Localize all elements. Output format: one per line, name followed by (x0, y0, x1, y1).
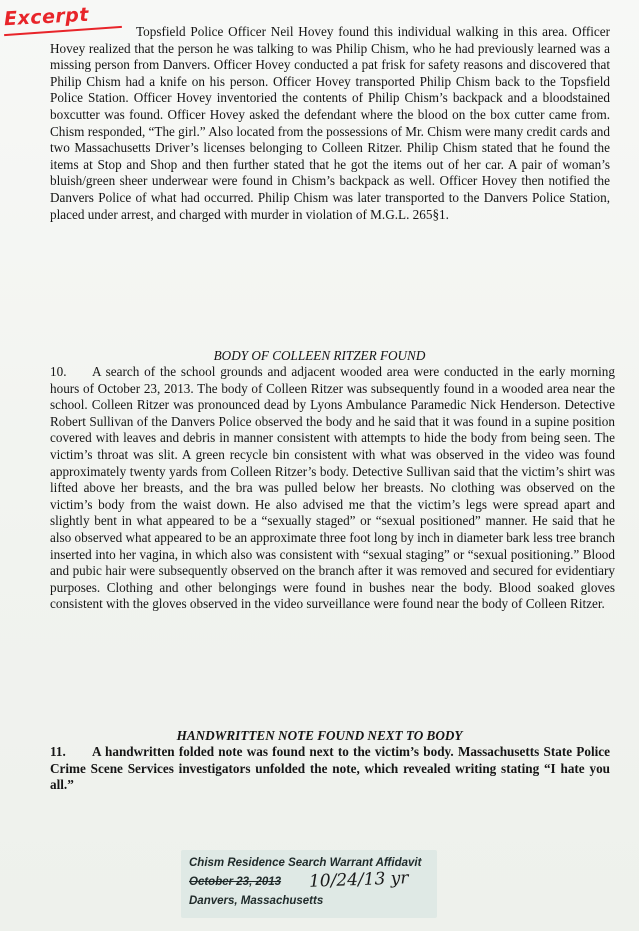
stamp-date-struck: October 23, 2013 (189, 876, 282, 888)
handwritten-date: 10/24/13 yr (308, 868, 409, 892)
stamp-title: Chism Residence Search Warrant Affidavit (189, 857, 422, 869)
excerpt-annotation: Excerpt (3, 3, 90, 31)
affidavit-stamp (181, 850, 437, 918)
paragraph-10 (50, 364, 615, 613)
paragraph-11-text: A handwritten folded note was found next to the victim’s body. Massachusetts State Police Crime Scene Services investigators unfolded the note, which revealed writing stating “I hate you all.” (50, 744, 610, 793)
paragraph-number: 11. (50, 744, 66, 759)
section-heading-handwritten-note: HANDWRITTEN NOTE FOUND NEXT TO BODY (176, 728, 463, 743)
paragraph-10-text: A search of the school grounds and adjacent wooded area were conducted in the early morning hours of October 23, 2013. The body of Colleen Ritzer was subsequently found in a wooded area near the school. Colleen Ritzer was pronounced dead by Lyons Ambulance Paramedic Nick Henderson. Detective Robert Sullivan of the Danvers Police observed the body and he said that it was found in a supine position covered with leaves and debris in manner consistent with attempts to hide the body from being seen. The victim’s throat was slit. A green recycle bin consistent with what was observed in the video was found approximately twenty yards from Colleen Ritzer’s body. Detective Sullivan said that the victim’s shirt was lifted above her breasts, and the bra was pulled below her breasts. No clothing was observed on the victim’s body from the waist down. He also advised me that the victim’s legs were spread apart and slightly bent in what appeared to be a “sexually staged” or “sexual positioned” manner. He said that he also observed what appeared to be an approximate three foot long by inch in diameter bark less tree branch inserted into her vagina, in which also was consistent with “sexual staging” or “sexual positioning.” Blood and pubic hair were subsequently observed on the branch after it was removed and secured for evidentiary purposes. Clothing and other belongings were found in bushes near the body. Blood soaked gloves consistent with the gloves observed in the video surveillance were found near the body of Colleen Ritzer. (50, 364, 615, 612)
paragraph-number: 10. (50, 364, 67, 379)
paragraph-11 (50, 744, 610, 794)
section-heading-body-found: BODY OF COLLEEN RITZER FOUND (213, 348, 426, 363)
paragraph-9-continued: Topsfield Police Officer Neil Hovey found this individual walking in this area. Officer Hovey realized that the person he was talking to was Philip Chism, who he had previously learned was a missing person from Danvers. Officer Hovey conducted a pat frisk for safety reasons and discovered that Philip Chism had a knife on his person. Officer Hovey transported Philip Chism back to the Topsfield Police Station. Officer Hovey inventoried the contents of Philip Chism’s backpack and a bloodstained boxcutter was found. Officer Hovey asked the defendant where the blood on the box cutter came from. Chism responded, “The girl.” Also located from the possessions of Mr. Chism were many credit cards and two Massachusetts Driver’s licenses belonging to Colleen Ritzer. Philip Chism stated that he found the items at Stop and Shop and then further stated that he got the items out of her car. A pair of woman’s bluish/green sheer underwear were found in Chism’s backpack as well. Officer Hovey then notified the Danvers Police of what had occurred. Philip Chism was later transported to the Danvers Police Station, placed under arrest, and charged with murder in violation of M.G.L. 265§1. (50, 24, 610, 222)
stamp-location: Danvers, Massachusetts (189, 895, 324, 907)
